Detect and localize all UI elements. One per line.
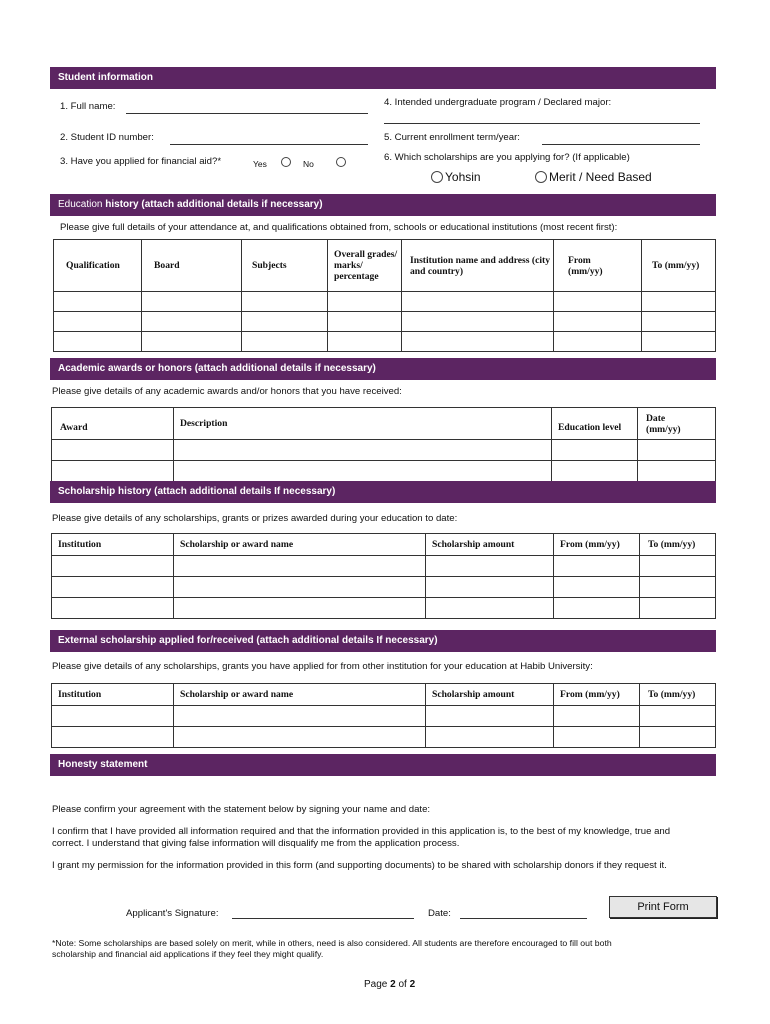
- financial-aid-yes-radio[interactable]: [281, 157, 291, 167]
- yohsin-radio[interactable]: [431, 171, 443, 183]
- col-institution: Institution: [52, 534, 174, 556]
- table-row[interactable]: [54, 332, 716, 352]
- col-from: From (mm/yy): [554, 534, 640, 556]
- date-label: Date:: [428, 908, 451, 919]
- education-instructions: Please give full details of your attendance at, and qualifications obtained from, schools or educational institutions (most recent first):: [60, 222, 618, 233]
- student-id-field[interactable]: [170, 144, 368, 145]
- financial-aid-no-label: No: [303, 159, 314, 169]
- merit-label: Merit / Need Based: [549, 170, 652, 184]
- page-number: [364, 979, 415, 990]
- col-scholarship-name: Scholarship or award name: [174, 684, 426, 706]
- financial-aid-yes-label: Yes: [253, 159, 267, 169]
- col-institution-address: Institution name and address (city and country): [402, 240, 554, 292]
- yohsin-label: Yohsin: [445, 170, 481, 184]
- note-line2: scholarship and financial aid applications if they feel they might qualify.: [52, 949, 324, 959]
- merit-radio[interactable]: [535, 171, 547, 183]
- table-row[interactable]: [52, 727, 716, 748]
- table-row[interactable]: [54, 292, 716, 312]
- page-total: 2: [409, 979, 416, 990]
- col-scholarship-amount: Scholarship amount: [426, 534, 554, 556]
- full-name-field[interactable]: [126, 113, 368, 114]
- page-label: Page: [364, 979, 391, 990]
- external-scholarship-header: External scholarship applied for/received (attach additional details If necessary): [50, 630, 716, 652]
- education-header-plain: Education: [58, 199, 106, 210]
- col-scholarship-name: Scholarship or award name: [174, 534, 426, 556]
- table-row[interactable]: [52, 577, 716, 598]
- external-scholarship-table: [51, 683, 716, 748]
- awards-instructions: Please give details of any academic awards and/or honors that you have received:: [52, 386, 402, 397]
- col-overall-grades: Overall grades/ marks/ percentage: [328, 240, 402, 292]
- awards-table: [51, 407, 716, 482]
- intended-major-field[interactable]: [384, 123, 700, 124]
- enrollment-term-field[interactable]: [542, 144, 700, 145]
- financial-aid-label: 3. Have you applied for financial aid?*: [60, 156, 222, 167]
- col-subjects: Subjects: [242, 240, 328, 292]
- col-board: Board: [142, 240, 242, 292]
- student-info-header: Student information: [50, 67, 716, 89]
- col-date: Date (mm/yy): [638, 408, 716, 440]
- education-header-row: [54, 240, 716, 292]
- col-scholarship-amount: Scholarship amount: [426, 684, 554, 706]
- enrollment-term-label: 5. Current enrollment term/year:: [384, 132, 520, 143]
- honesty-permission: I grant my permission for the information provided in this form (and supporting documents) to be shared with scholarship donors if they request it.: [52, 860, 667, 871]
- col-to: To (mm/yy): [642, 240, 716, 292]
- awards-header: Academic awards or honors (attach additional details if necessary): [50, 358, 716, 380]
- table-row[interactable]: [52, 440, 716, 461]
- awards-header-row: [52, 408, 716, 440]
- col-institution: Institution: [52, 684, 174, 706]
- honesty-header: Honesty statement: [50, 754, 716, 776]
- signature-label: Applicant's Signature:: [126, 908, 219, 919]
- full-name-label: 1. Full name:: [60, 101, 116, 112]
- financial-aid-no-radio[interactable]: [336, 157, 346, 167]
- col-from: From (mm/yy): [554, 684, 640, 706]
- table-row[interactable]: [52, 556, 716, 577]
- col-qualification: Qualification: [54, 240, 142, 292]
- page-current: 2: [390, 979, 396, 990]
- table-row[interactable]: [52, 461, 716, 482]
- col-description: Description: [174, 408, 552, 440]
- scholarship-history-instructions: Please give details of any scholarships, grants or prizes awarded during your education to date:: [52, 513, 458, 524]
- education-header: [50, 194, 716, 216]
- scholarship-history-header: Scholarship history (attach additional details If necessary): [50, 481, 716, 503]
- student-id-label: 2. Student ID number:: [60, 132, 154, 143]
- note-line1: *Note: Some scholarships are based solely on merit, while in others, need is also considered. All students are therefore encouraged to fill out both: [52, 938, 612, 948]
- honesty-statement-line2: correct. I understand that giving false information will disqualify me from the application process.: [52, 838, 460, 849]
- col-to: To (mm/yy): [640, 684, 716, 706]
- education-header-bold: history (attach additional details if necessary): [105, 199, 323, 210]
- col-from: From (mm/yy): [554, 240, 642, 292]
- education-table: [53, 239, 716, 352]
- table-row[interactable]: [52, 706, 716, 727]
- col-education-level: Education level: [552, 408, 638, 440]
- intended-major-label: 4. Intended undergraduate program / Declared major:: [384, 97, 612, 108]
- signature-field[interactable]: [232, 918, 414, 919]
- col-to: To (mm/yy): [640, 534, 716, 556]
- col-award: Award: [52, 408, 174, 440]
- print-form-button[interactable]: Print Form: [609, 896, 717, 918]
- table-row[interactable]: [52, 598, 716, 619]
- honesty-confirm: Please confirm your agreement with the statement below by signing your name and date:: [52, 804, 431, 815]
- scholarships-label: 6. Which scholarships are you applying for? (If applicable): [384, 152, 630, 163]
- scholarship-history-header-row: [52, 534, 716, 556]
- date-field[interactable]: [460, 918, 587, 919]
- external-scholarship-header-row: [52, 684, 716, 706]
- table-row[interactable]: [54, 312, 716, 332]
- honesty-statement-line1: I confirm that I have provided all information required and that the information provided in this application is, to the best of my knowledge, true and: [52, 826, 671, 837]
- scholarship-history-table: [51, 533, 716, 619]
- page-of: of: [395, 979, 410, 990]
- external-scholarship-instructions: Please give details of any scholarships, grants you have applied for from other institution for your education at Habib University:: [52, 661, 593, 672]
